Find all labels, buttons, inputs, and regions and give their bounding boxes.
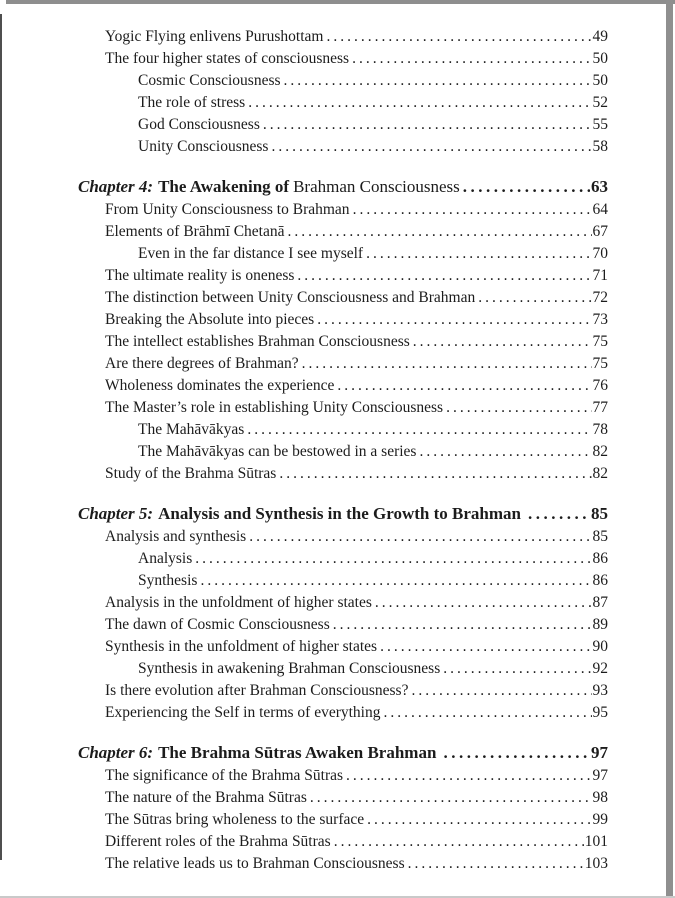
dot-leader <box>408 853 584 875</box>
page-number: 75 <box>592 355 608 372</box>
page-number: 78 <box>592 421 608 438</box>
toc-row <box>78 787 608 809</box>
page-number: 52 <box>592 94 608 111</box>
page-number: 67 <box>592 223 608 240</box>
dot-leader <box>366 243 591 265</box>
toc-row <box>78 548 608 570</box>
page-number: 82 <box>592 443 608 460</box>
toc-row <box>78 26 608 48</box>
toc-title: The Mahāvākyas <box>138 421 245 438</box>
toc-row <box>78 809 608 831</box>
page-number: 82 <box>592 465 608 482</box>
page-number: 98 <box>592 789 608 806</box>
dot-leader <box>200 570 591 592</box>
toc-title: Analysis in the unfoldment of higher states <box>105 594 372 611</box>
toc-title: The distinction between Unity Consciousness and Brahman <box>105 289 476 306</box>
dot-leader <box>326 26 591 48</box>
toc-title: Synthesis in the unfoldment of higher states <box>105 638 378 655</box>
dot-leader <box>419 441 591 463</box>
dot-leader <box>367 809 591 831</box>
toc-row <box>78 265 608 287</box>
dot-leader <box>413 331 592 353</box>
page-number: 70 <box>592 245 608 262</box>
toc-title: Elements of Brāhmī Chetanā <box>105 223 285 240</box>
toc-row <box>78 199 608 221</box>
toc-row <box>78 353 608 375</box>
dot-leader <box>310 787 592 809</box>
toc-row <box>78 136 608 158</box>
toc-title: Analysis <box>138 550 193 567</box>
page-number: 72 <box>592 289 608 306</box>
page-number: 92 <box>592 660 608 677</box>
toc-row <box>78 765 608 787</box>
chapter-label: Chapter 6: <box>78 743 154 762</box>
dot-leader <box>380 636 591 658</box>
page-number: 85 <box>592 528 608 545</box>
toc-title: From Unity Consciousness to Brahman <box>105 201 350 218</box>
toc-title: The dawn of Cosmic Consciousness <box>105 616 330 633</box>
chapter-title-regular: Brahman Consciousness <box>293 177 460 196</box>
page-number: 93 <box>592 682 608 699</box>
page-number: 58 <box>592 138 608 155</box>
page-number: 77 <box>592 399 608 416</box>
dot-leader <box>333 614 592 636</box>
toc-row <box>78 702 608 724</box>
dot-leader <box>337 375 591 397</box>
toc-title: The significance of the Brahma Sūtras <box>105 767 344 784</box>
toc-title: Study of the Brahma Sūtras <box>105 465 277 482</box>
toc-row <box>78 570 608 592</box>
toc-title: The Mahāvākyas can be bestowed in a series <box>138 443 417 460</box>
page-number: 63 <box>591 177 608 196</box>
toc-title: Experiencing the Self in terms of everything <box>105 704 381 721</box>
page-number: 89 <box>592 616 608 633</box>
toc-title: Even in the far distance I see myself <box>138 245 364 262</box>
page-number: 49 <box>592 28 608 45</box>
toc-chapter-row <box>78 174 608 199</box>
toc-row <box>78 441 608 463</box>
scan-edge-right <box>666 0 673 898</box>
page-number: 99 <box>592 811 608 828</box>
dot-leader <box>383 702 591 724</box>
toc-row <box>78 221 608 243</box>
toc-title: The relative leads us to Brahman Consciousness <box>105 855 405 872</box>
toc-title: Wholeness dominates the experience <box>105 377 335 394</box>
toc-title: The nature of the Brahma Sūtras <box>105 789 307 806</box>
dot-leader <box>271 136 591 158</box>
page-number: 50 <box>592 50 608 67</box>
toc-row <box>78 680 608 702</box>
toc-row <box>78 658 608 680</box>
toc-row <box>78 614 608 636</box>
toc-row <box>78 331 608 353</box>
page-number: 87 <box>592 594 608 611</box>
toc-title: The Master’s role in establishing Unity Consciousness <box>105 399 444 416</box>
toc-title: The role of stress <box>138 94 246 111</box>
toc-row <box>78 114 608 136</box>
chapter-heading <box>78 501 525 526</box>
dot-leader <box>279 463 591 485</box>
table-of-contents <box>78 26 608 875</box>
dot-leader <box>478 287 591 309</box>
dot-leader <box>528 501 590 526</box>
toc-row <box>78 309 608 331</box>
dot-leader <box>284 70 592 92</box>
dot-leader <box>302 353 592 375</box>
page-number: 90 <box>592 638 608 655</box>
toc-chapter-row <box>78 501 608 526</box>
toc-row <box>78 92 608 114</box>
page-number: 73 <box>592 311 608 328</box>
dot-leader <box>443 658 591 680</box>
dot-leader <box>248 92 591 114</box>
toc-title: Synthesis <box>138 572 198 589</box>
toc-title: The intellect establishes Brahman Consciousness <box>105 333 410 350</box>
page-number: 50 <box>592 72 608 89</box>
toc-title: Is there evolution after Brahman Consciousness? <box>105 682 409 699</box>
dot-leader <box>195 548 591 570</box>
toc-title: Breaking the Absolute into pieces <box>105 311 315 328</box>
toc-title: Synthesis in awakening Brahman Consciousness <box>138 660 441 677</box>
chapter-title-bold: Analysis and Synthesis in the Growth to Brahman <box>158 504 521 523</box>
page-number: 64 <box>592 201 608 218</box>
page-number: 95 <box>592 704 608 721</box>
toc-row <box>78 375 608 397</box>
page-number: 86 <box>592 550 608 567</box>
toc-row <box>78 70 608 92</box>
toc-row <box>78 526 608 548</box>
toc-title: The four higher states of consciousness <box>105 50 350 67</box>
scan-edge-top <box>6 0 675 4</box>
page-number: 71 <box>592 267 608 284</box>
dot-leader <box>411 680 591 702</box>
toc-chapter-row <box>78 740 608 765</box>
chapter-title-bold: The Brahma Sūtras Awaken Brahman <box>158 743 437 762</box>
toc-row <box>78 636 608 658</box>
dot-leader <box>375 592 592 614</box>
dot-leader <box>352 48 591 70</box>
toc-row <box>78 463 608 485</box>
chapter-heading <box>78 740 440 765</box>
page-number: 76 <box>592 377 608 394</box>
dot-leader <box>446 397 591 419</box>
dot-leader <box>346 765 591 787</box>
page-number: 75 <box>592 333 608 350</box>
chapter-label: Chapter 5: <box>78 504 154 523</box>
toc-row <box>78 419 608 441</box>
dot-leader <box>249 526 591 548</box>
page-number: 103 <box>584 855 608 872</box>
toc-row <box>78 831 608 853</box>
page-number: 86 <box>592 572 608 589</box>
dot-leader <box>247 419 591 441</box>
toc-title: Unity Consciousness <box>138 138 269 155</box>
chapter-title-bold: The Awakening of <box>158 177 290 196</box>
dot-leader <box>334 831 584 853</box>
toc-title: The Sūtras bring wholeness to the surface <box>105 811 365 828</box>
dot-leader <box>297 265 591 287</box>
scan-edge-left <box>0 14 2 860</box>
chapter-label: Chapter 4: <box>78 177 154 196</box>
page-number: 101 <box>584 833 608 850</box>
dot-leader <box>353 199 592 221</box>
dot-leader <box>263 114 592 136</box>
toc-row <box>78 397 608 419</box>
toc-row <box>78 592 608 614</box>
toc-title: God Consciousness <box>138 116 260 133</box>
toc-title: Cosmic Consciousness <box>138 72 281 89</box>
toc-title: Different roles of the Brahma Sūtras <box>105 833 331 850</box>
toc-row <box>78 48 608 70</box>
dot-leader <box>443 740 590 765</box>
toc-row <box>78 243 608 265</box>
toc-row <box>78 853 608 875</box>
toc-title: Yogic Flying enlivens Purushottam <box>105 28 324 45</box>
page-number: 85 <box>591 504 608 523</box>
toc-row <box>78 287 608 309</box>
dot-leader <box>288 221 592 243</box>
toc-title: Are there degrees of Brahman? <box>105 355 299 372</box>
toc-title: The ultimate reality is oneness <box>105 267 295 284</box>
toc-title: Analysis and synthesis <box>105 528 247 545</box>
page-number: 55 <box>592 116 608 133</box>
dot-leader <box>463 174 590 199</box>
page-number: 97 <box>592 767 608 784</box>
dot-leader <box>317 309 591 331</box>
chapter-heading <box>78 174 460 199</box>
page-number: 97 <box>591 743 608 762</box>
